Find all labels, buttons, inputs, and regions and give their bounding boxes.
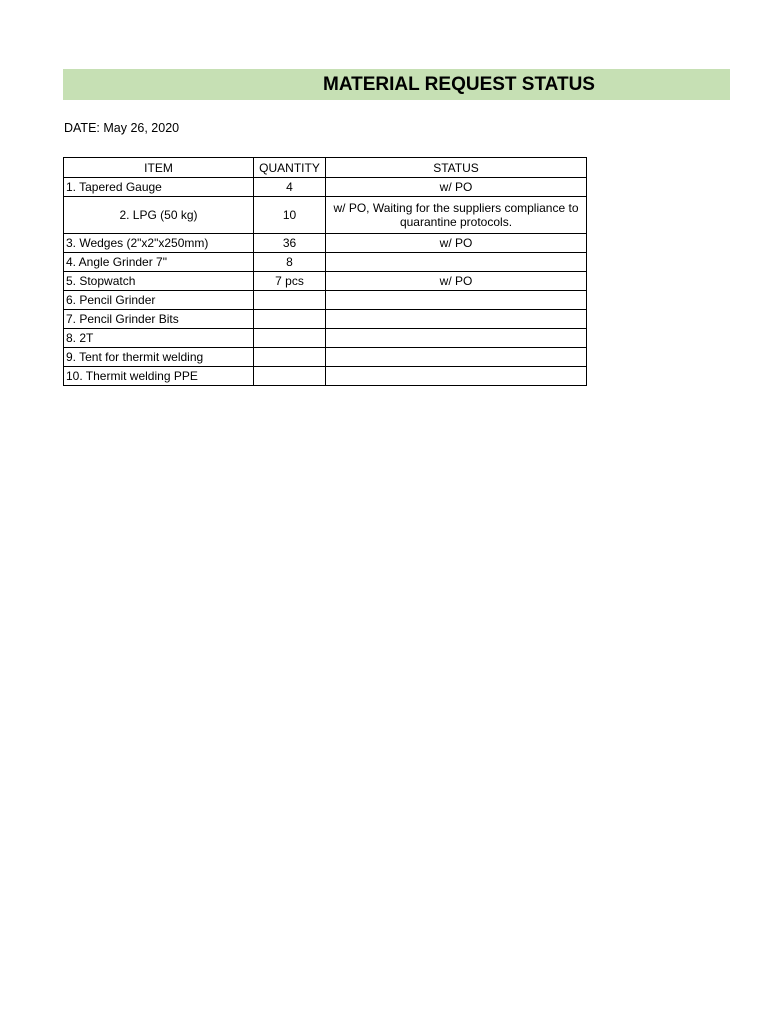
item-cell: 10. Thermit welding PPE	[64, 367, 254, 386]
item-cell: 7. Pencil Grinder Bits	[64, 310, 254, 329]
quantity-cell	[254, 291, 326, 310]
column-header-item: ITEM	[64, 158, 254, 178]
column-header-status: STATUS	[326, 158, 587, 178]
table-row	[64, 253, 587, 272]
page-title: MATERIAL REQUEST STATUS	[323, 74, 595, 95]
item-cell: 5. Stopwatch	[64, 272, 254, 291]
table-row	[64, 329, 587, 348]
quantity-cell: 7 pcs	[254, 272, 326, 291]
table-row	[64, 348, 587, 367]
quantity-cell	[254, 367, 326, 386]
item-cell: 9. Tent for thermit welding	[64, 348, 254, 367]
item-cell: 4. Angle Grinder 7"	[64, 253, 254, 272]
status-cell	[326, 329, 587, 348]
table-row	[64, 234, 587, 253]
title-banner	[63, 69, 730, 100]
status-cell: w/ PO, Waiting for the suppliers compliance to quarantine protocols.	[326, 197, 587, 234]
material-request-table	[63, 157, 587, 386]
table-row	[64, 197, 587, 234]
table-row	[64, 272, 587, 291]
item-cell: 6. Pencil Grinder	[64, 291, 254, 310]
status-cell: w/ PO	[326, 234, 587, 253]
status-cell	[326, 310, 587, 329]
quantity-cell	[254, 348, 326, 367]
table-header-row	[64, 158, 587, 178]
table-row	[64, 367, 587, 386]
item-cell: 8. 2T	[64, 329, 254, 348]
item-cell: 3. Wedges (2"x2"x250mm)	[64, 234, 254, 253]
item-cell: 1. Tapered Gauge	[64, 178, 254, 197]
quantity-cell: 4	[254, 178, 326, 197]
status-cell	[326, 348, 587, 367]
status-cell: w/ PO	[326, 272, 587, 291]
report-date: DATE: May 26, 2020	[64, 121, 180, 135]
table-row	[64, 178, 587, 197]
table-row	[64, 291, 587, 310]
quantity-cell: 10	[254, 197, 326, 234]
quantity-cell: 36	[254, 234, 326, 253]
status-cell: w/ PO	[326, 178, 587, 197]
table-row	[64, 310, 587, 329]
quantity-cell: 8	[254, 253, 326, 272]
status-cell	[326, 253, 587, 272]
column-header-quantity: QUANTITY	[254, 158, 326, 178]
status-cell	[326, 367, 587, 386]
item-cell: 2. LPG (50 kg)	[64, 197, 254, 234]
quantity-cell	[254, 329, 326, 348]
quantity-cell	[254, 310, 326, 329]
status-cell	[326, 291, 587, 310]
